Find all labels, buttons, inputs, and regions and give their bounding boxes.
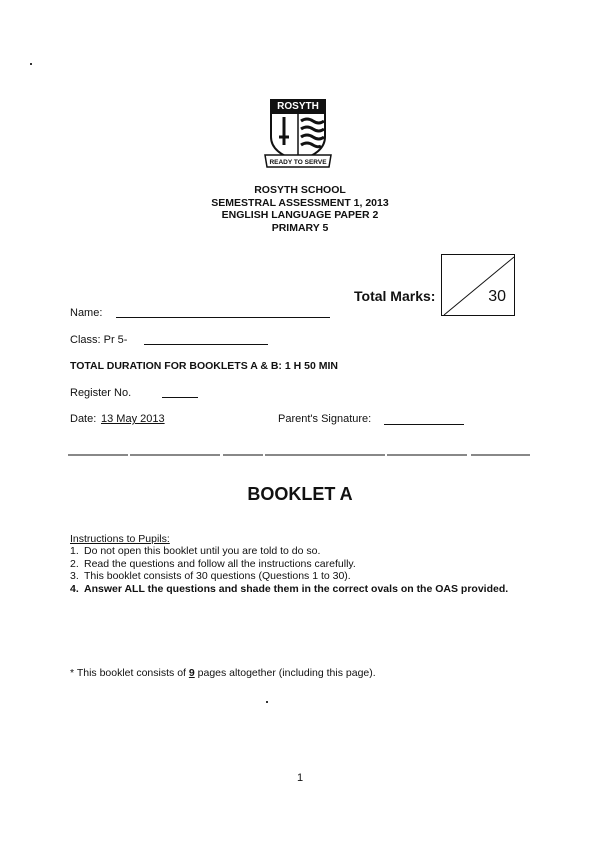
signature-line[interactable]: [384, 424, 464, 425]
register-label: Register No.: [70, 387, 132, 399]
date-value: 13 May 2013: [101, 413, 165, 425]
instruction-text: This booklet consists of 30 questions (Questions 1 to 30).: [84, 570, 351, 582]
crest-banner-text: ROSYTH: [277, 101, 319, 112]
total-marks-label: Total Marks:: [354, 288, 436, 304]
booklet-title: BOOKLET A: [247, 484, 353, 504]
instruction-item: [70, 570, 540, 583]
instruction-number: 1.: [70, 545, 79, 557]
instruction-item: [70, 558, 540, 571]
paper-title: ENGLISH LANGUAGE PAPER 2: [221, 209, 379, 221]
instruction-text: Read the questions and follow all the instructions carefully.: [84, 557, 356, 570]
instruction-number: 2.: [70, 557, 79, 570]
signature-label: Parent's Signature:: [278, 413, 372, 425]
assessment-title: SEMESTRAL ASSESSMENT 1, 2013: [211, 196, 389, 209]
header-block: [150, 184, 450, 234]
register-line[interactable]: [162, 397, 198, 398]
instruction-text: Do not open this booklet until you are told to do so.: [84, 545, 321, 557]
instructions-list: [70, 545, 540, 595]
note-suffix: pages altogether (including this page).: [194, 667, 376, 679]
instruction-number: 4.: [70, 582, 79, 595]
diagonal-line: [442, 255, 516, 317]
note-pages: 9: [188, 667, 195, 679]
duration-text: TOTAL DURATION FOR BOOKLETS A & B: 1 H 50 MIN: [70, 360, 338, 372]
name-label: Name:: [70, 307, 103, 319]
crest-motto-text: READY TO SERVE: [269, 159, 327, 166]
total-marks-box: [441, 254, 515, 316]
note-prefix: * This booklet consists of: [70, 667, 189, 679]
page-count-note: [70, 667, 376, 679]
instructions-heading: Instructions to Pupils:: [70, 533, 170, 545]
class-label: Class: Pr 5-: [70, 334, 128, 346]
page-number: 1: [296, 772, 304, 784]
instruction-number: 3.: [70, 570, 79, 582]
scan-speck: [30, 63, 32, 65]
school-name: ROSYTH SCHOOL: [254, 184, 346, 196]
class-line[interactable]: [144, 344, 268, 345]
name-line[interactable]: [116, 317, 330, 318]
instruction-text: Answer ALL the questions and shade them in the correct ovals on the OAS provided.: [84, 582, 509, 595]
date-label: Date:: [70, 413, 97, 425]
instruction-item: [70, 583, 540, 596]
scan-speck: [266, 701, 268, 703]
school-crest-logo: [263, 97, 333, 169]
section-divider: [68, 453, 530, 457]
level-title: PRIMARY 5: [271, 221, 329, 234]
instruction-item: [70, 545, 540, 558]
total-marks-value: 30: [488, 288, 506, 305]
